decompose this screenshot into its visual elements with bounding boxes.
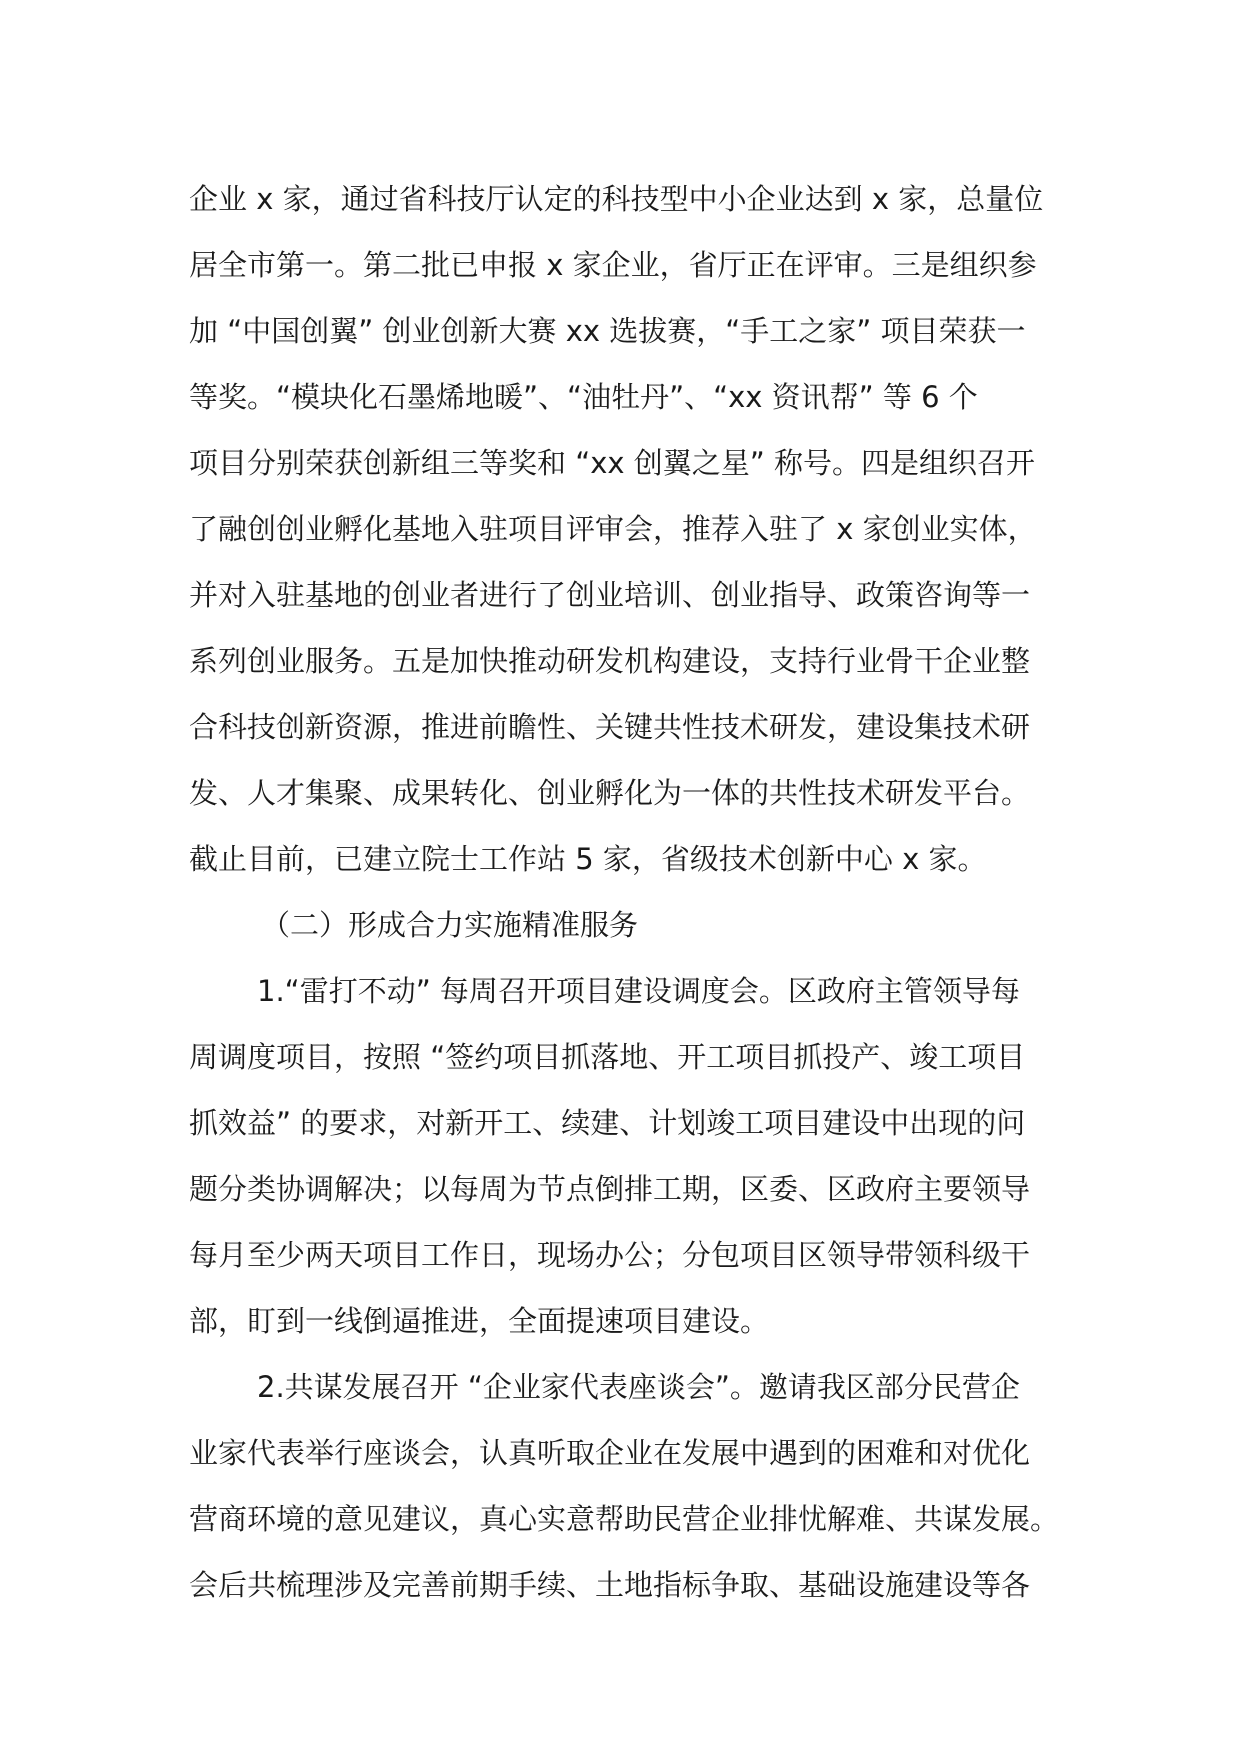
text-line: 等奖。“模块化石墨烯地暖”、“油牡丹”、“xx 资讯帮” 等 6 个 <box>189 380 978 414</box>
text-line: 营商环境的意见建议，真心实意帮助民营企业排忧解难、共谋发展。 <box>189 1502 1060 1536</box>
text-line: 截止目前，已建立院士工作站 5 家，省级技术创新中心 x 家。 <box>189 842 987 876</box>
text-line: 业家代表举行座谈会，认真听取企业在发展中遇到的困难和对优化 <box>189 1436 1031 1470</box>
text-line: 项目分别荣获创新组三等奖和 “xx 创翼之星” 称号。四是组织召开 <box>189 446 1036 480</box>
text-line: 发、人才集聚、成果转化、创业孵化为一体的共性技术研发平台。 <box>189 776 1031 810</box>
text-line: 周调度项目，按照 “签约项目抓落地、开工项目抓投产、竣工项目 <box>189 1040 1026 1074</box>
text-line: 合科技创新资源，推进前瞻性、关键共性技术研发，建设集技术研 <box>189 710 1031 744</box>
text-line: 每月至少两天项目工作日，现场办公；分包项目区领导带领科级干 <box>189 1238 1031 1272</box>
text-line: 系列创业服务。五是加快推动研发机构建设，支持行业骨干企业整 <box>189 644 1031 678</box>
text-line: 加 “中国创翼” 创业创新大赛 xx 选拔赛，“手工之家” 项目荣获一 <box>189 314 1026 348</box>
text-line: 并对入驻基地的创业者进行了创业培训、创业指导、政策咨询等一 <box>189 578 1031 612</box>
text-line: 抓效益” 的要求，对新开工、续建、计划竣工项目建设中出现的问 <box>189 1106 1026 1140</box>
text-line: 企业 x 家，通过省科技厅认定的科技型中小企业达到 x 家，总量位 <box>189 182 1044 216</box>
text-line: 题分类协调解决；以每周为节点倒排工期，区委、区政府主要领导 <box>189 1172 1031 1206</box>
text-line: 会后共梳理涉及完善前期手续、土地指标争取、基础设施建设等各 <box>189 1568 1031 1602</box>
paragraph-first-line: 2.共谋发展召开 “企业家代表座谈会”。邀请我区部分民营企 <box>257 1370 1020 1404</box>
document-body <box>189 166 1069 1618</box>
text-line: 了融创创业孵化基地入驻项目评审会，推荐入驻了 x 家创业实体， <box>189 512 1037 546</box>
paragraph-first-line: 1.“雷打不动” 每周召开项目建设调度会。区政府主管领导每 <box>257 974 1020 1008</box>
text-line: 部，盯到一线倒逼推进，全面提速项目建设。 <box>189 1304 770 1338</box>
section-heading: （二）形成合力实施精准服务 <box>261 908 639 942</box>
text-line: 居全市第一。第二批已申报 x 家企业，省厅正在评审。三是组织参 <box>189 248 1037 282</box>
